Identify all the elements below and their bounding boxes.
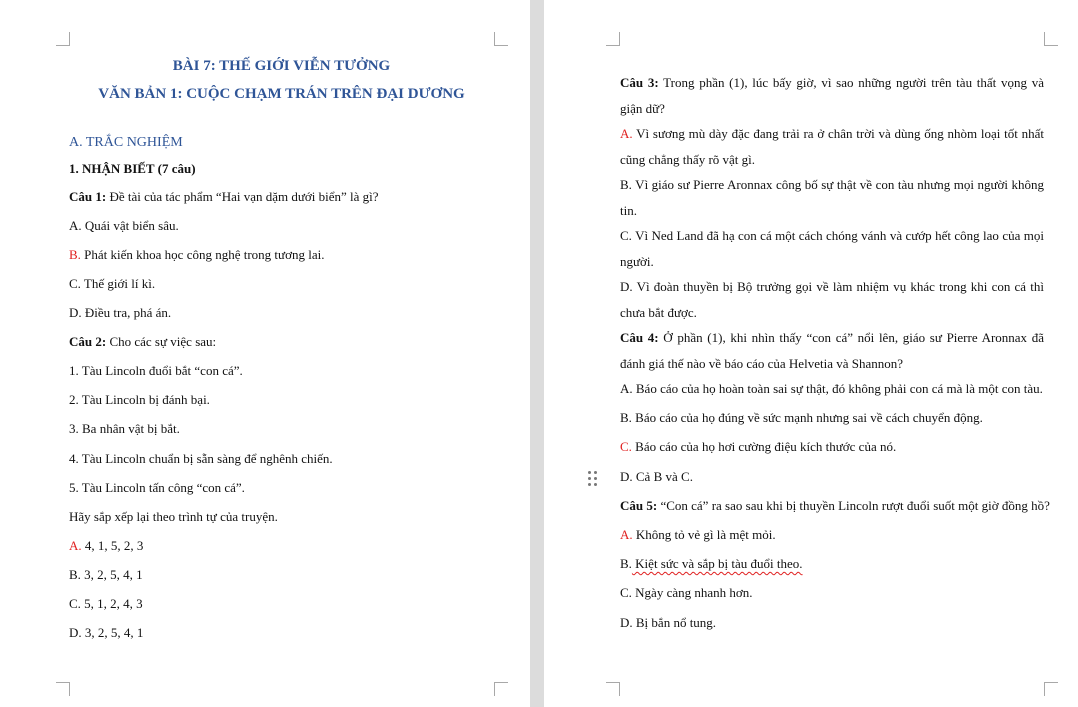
q5-option-d: D. Bị bắn nổ tung.: [620, 615, 717, 630]
q5-option-c: C. Ngày càng nhanh hơn.: [620, 585, 753, 600]
crop-mark-bottom-left: [606, 682, 620, 696]
lesson-title: BÀI 7: THẾ GIỚI VIỄN TƯỞNG: [172, 58, 391, 74]
question-3: [620, 70, 1044, 122]
crop-mark-top-left: [56, 32, 70, 46]
question-label: Câu 3:: [620, 75, 659, 90]
q2-option-c: C. 5, 1, 2, 4, 3: [69, 596, 143, 611]
question-label: Câu 1:: [69, 189, 107, 204]
q3-option-c: C. Vì Ned Land đã hạ con cá một cách chóng vánh và cướp hết công lao của mọi người.: [620, 228, 1044, 269]
question-1: [69, 189, 379, 205]
question-2: [69, 334, 216, 350]
event-item: 1. Tàu Lincoln đuổi bắt “con cá”.: [69, 363, 243, 378]
q4-option-b: B. Báo cáo của họ đúng về sức mạnh nhưng sai về cách chuyển động.: [620, 410, 983, 425]
event-item: 4. Tàu Lincoln chuẩn bị sẵn sàng để nghênh chiến.: [69, 451, 333, 466]
q5-option-a: A. Không tỏ vẻ gì là mệt mỏi.: [620, 527, 776, 542]
q4-option-c: C. Báo cáo của họ hơi cường điệu kích thước của nó.: [620, 439, 897, 454]
question-text: Đề tài của tác phẩm “Hai vạn dặm dưới biển” là gì?: [106, 189, 379, 204]
correct-answer-marker: B.: [69, 247, 81, 262]
correct-answer-marker: A.: [69, 538, 82, 553]
paragraph-drag-handle-icon[interactable]: [588, 471, 598, 487]
correct-answer-marker: C.: [620, 439, 632, 454]
question-text: “Con cá” ra sao sau khi bị thuyền Lincoln rượt đuổi suốt một giờ đồng hồ?: [657, 498, 1050, 513]
q3-option-d: D. Vì đoàn thuyền bị Bộ trưởng gọi về làm nhiệm vụ khác trong khi con cá thì chưa bắt được.: [620, 279, 1044, 320]
q3-option-b: B. Vì giáo sư Pierre Aronnax công bố sự thật về con tàu nhưng mọi người không tin.: [620, 177, 1044, 218]
crop-mark-bottom-right: [494, 682, 508, 696]
q1-option-c: C. Thế giới lí kì.: [69, 276, 156, 291]
question-label: Câu 4:: [620, 330, 659, 345]
q2-option-d: D. 3, 2, 5, 4, 1: [69, 625, 144, 640]
question-label: Câu 5:: [620, 498, 658, 513]
spellcheck-underline[interactable]: Kiệt sức và sắp bị tàu đuổi theo.: [631, 556, 803, 571]
document-page-right[interactable]: [544, 0, 1078, 707]
subsection-heading: 1. NHẬN BIẾT (7 câu): [69, 161, 196, 176]
event-item: 3. Ba nhân vật bị bắt.: [69, 421, 180, 436]
document-page-left[interactable]: [0, 0, 530, 707]
question-text: Trong phần (1), lúc bấy giờ, vì sao những người trên tàu thất vọng và giận dữ?: [620, 75, 1044, 116]
question-5: [620, 498, 1050, 514]
q4-option-a: A. Báo cáo của họ hoàn toàn sai sự thật, đó không phải con cá mà là một con tàu.: [620, 381, 1043, 396]
q1-option-d: D. Điều tra, phá án.: [69, 305, 172, 320]
q2-instruction: Hãy sắp xếp lại theo trình tự của truyện.: [69, 509, 278, 524]
q3-option-a: A. Vì sương mù dày đặc đang trải ra ở chân trời và dùng ống nhòm loại tốt nhất cũng chẳng thấy rõ vật gì.: [620, 126, 1044, 167]
question-text: Cho các sự việc sau:: [106, 334, 217, 349]
crop-mark-top-right: [494, 32, 508, 46]
crop-mark-top-left: [606, 32, 620, 46]
question-4: [620, 325, 1044, 377]
question-label: Câu 2:: [69, 334, 107, 349]
section-heading: A. TRẮC NGHIỆM: [69, 135, 183, 150]
correct-answer-marker: A.: [620, 126, 633, 141]
page-gutter: [530, 0, 544, 707]
q1-option-a: A. Quái vật biển sâu.: [69, 218, 179, 233]
text-title: VĂN BẢN 1: CUỘC CHẠM TRÁN TRÊN ĐẠI DƯƠNG: [98, 86, 465, 102]
crop-mark-bottom-right: [1044, 682, 1058, 696]
q1-option-b: B. Phát kiến khoa học công nghệ trong tương lai.: [69, 247, 325, 262]
event-item: 2. Tàu Lincoln bị đánh bại.: [69, 392, 210, 407]
q5-option-b: B. Kiệt sức và sắp bị tàu đuổi theo.: [620, 556, 803, 571]
crop-mark-top-right: [1044, 32, 1058, 46]
event-item: 5. Tàu Lincoln tấn công “con cá”.: [69, 480, 245, 495]
q4-option-d: D. Cả B và C.: [620, 469, 693, 484]
q2-option-b: B. 3, 2, 5, 4, 1: [69, 567, 143, 582]
q2-option-a: A. 4, 1, 5, 2, 3: [69, 538, 144, 553]
question-text: Ở phần (1), khi nhìn thấy “con cá” nổi lên, giáo sư Pierre Aronnax đã đánh giá thế nào về báo cáo của Helvetia và Shannon?: [620, 330, 1044, 371]
correct-answer-marker: A.: [620, 527, 633, 542]
crop-mark-bottom-left: [56, 682, 70, 696]
